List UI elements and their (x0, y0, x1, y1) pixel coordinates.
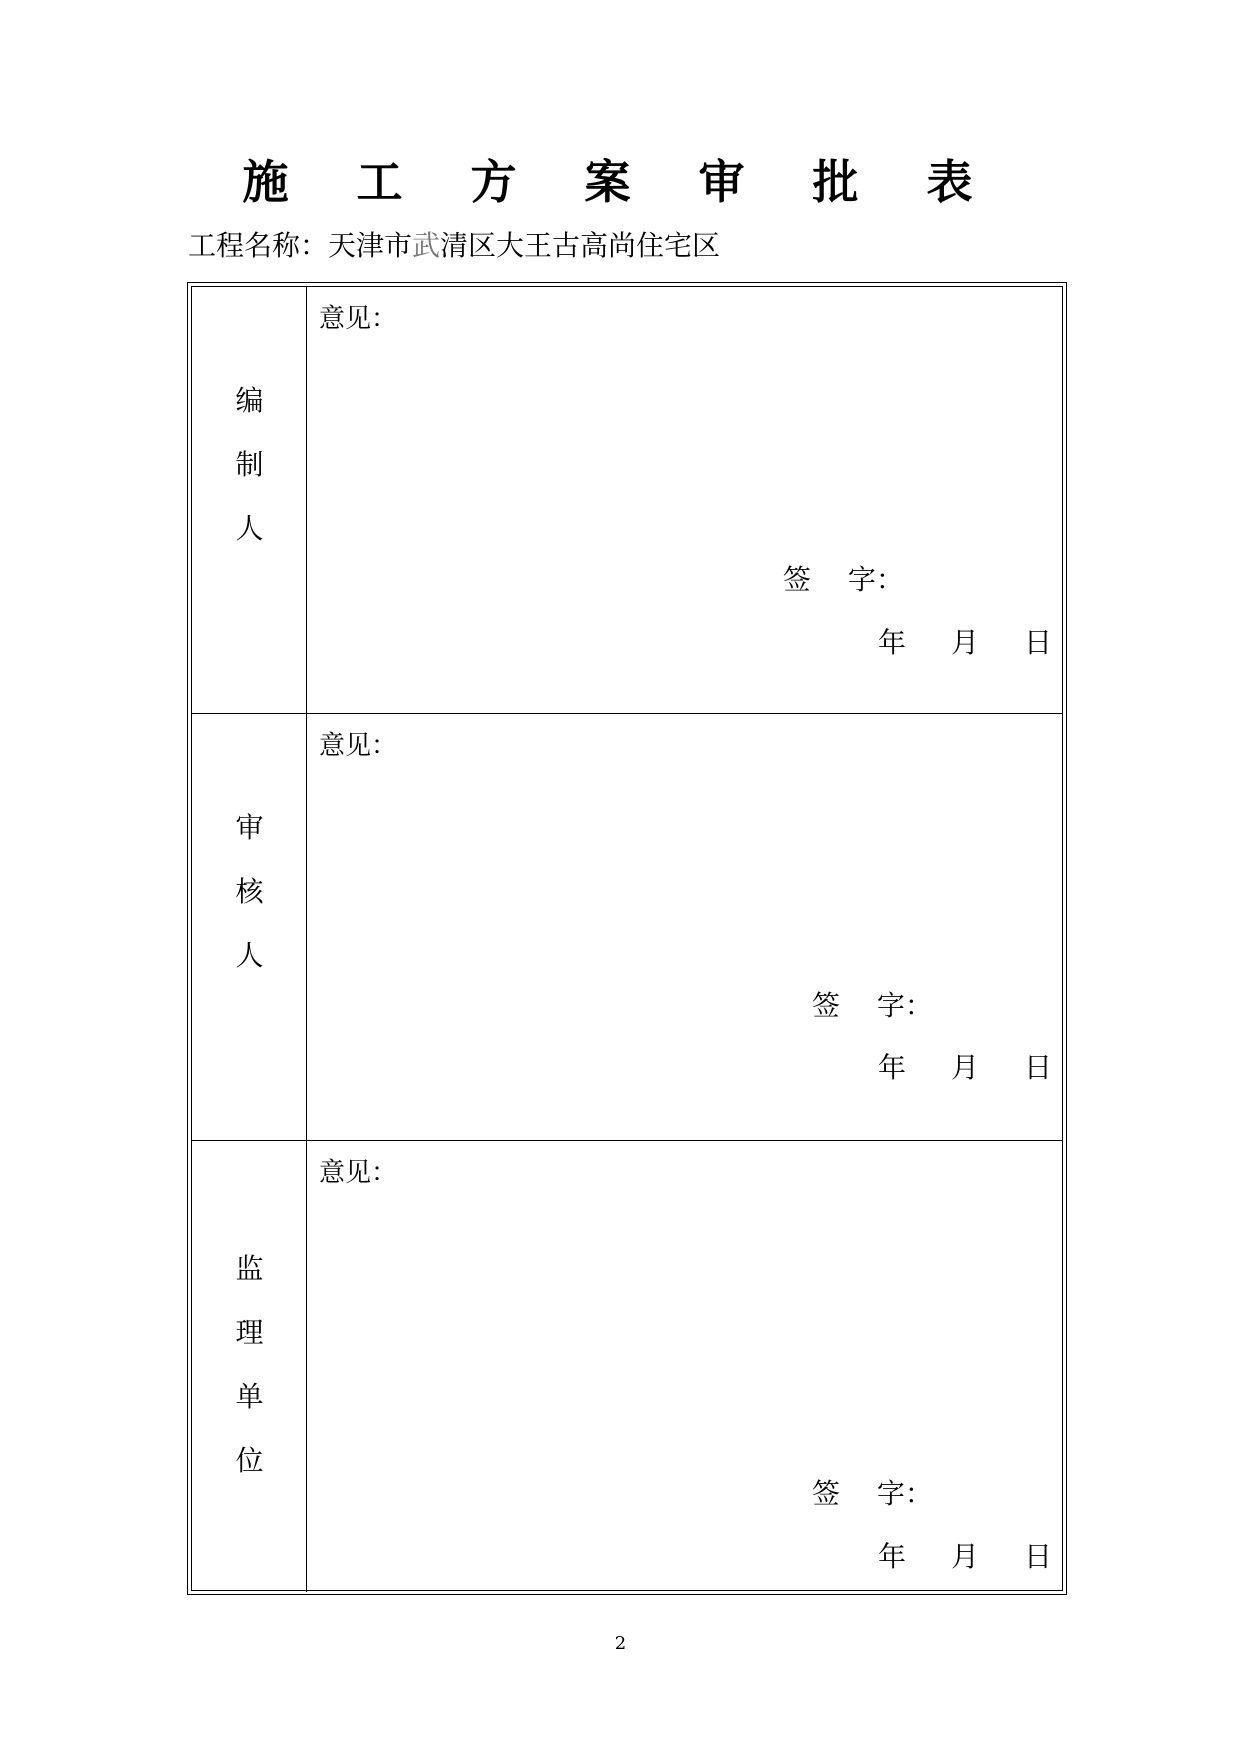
opinion-cell[interactable] (307, 1141, 1062, 1592)
date-day-label: 日 (1023, 1540, 1052, 1573)
date-day-label: 日 (1023, 1051, 1052, 1084)
section-label-vertical (192, 796, 307, 988)
project-name-highlight: 武 (412, 229, 441, 262)
page-number: 2 (614, 1633, 627, 1654)
project-name-line (188, 226, 720, 266)
signature-label: 签 字： (812, 989, 933, 1022)
section-label-char: 理 (235, 1316, 264, 1349)
section-label-char: 位 (235, 1444, 264, 1477)
section-label-char: 人 (235, 512, 264, 545)
date-year-label: 年 (877, 1540, 906, 1573)
signature-label: 签 字： (783, 563, 904, 596)
section-supervisor (192, 1141, 1062, 1592)
date-year-label: 年 (877, 626, 906, 659)
section-label-char: 制 (235, 448, 264, 481)
date-year-label: 年 (877, 1051, 906, 1084)
section-label-char: 人 (235, 939, 264, 972)
form-title: 施 工 方 案 审 批 表 (242, 155, 999, 209)
section-label-char: 核 (235, 875, 264, 908)
section-label-vertical (192, 1237, 307, 1493)
approval-form-inner-border (191, 286, 1063, 1591)
opinion-cell[interactable] (307, 714, 1062, 1140)
date-line (878, 625, 1052, 661)
section-label-char: 编 (235, 384, 264, 417)
section-label-vertical (192, 369, 307, 561)
opinion-cell[interactable] (307, 287, 1062, 713)
section-compiler (192, 287, 1062, 714)
section-reviewer (192, 714, 1062, 1141)
section-label-char: 审 (235, 811, 264, 844)
section-label-char: 监 (235, 1252, 264, 1285)
date-month-label: 月 (950, 626, 979, 659)
approval-form-table (187, 282, 1067, 1595)
project-name-part-1: 天津市 (328, 229, 413, 262)
date-month-label: 月 (950, 1051, 979, 1084)
date-day-label: 日 (1023, 626, 1052, 659)
project-name-part-2: 清区大王古高尚住宅区 (440, 229, 721, 262)
opinion-label: 意见： (319, 731, 398, 761)
opinion-label: 意见： (319, 304, 398, 334)
date-line (878, 1050, 1052, 1086)
project-name-label: 工程名称： (188, 229, 329, 262)
section-label-cell (192, 714, 307, 1140)
section-label-cell (192, 1141, 307, 1592)
section-label-cell (192, 287, 307, 713)
date-month-label: 月 (950, 1540, 979, 1573)
signature-label: 签 字： (812, 1477, 933, 1510)
opinion-label: 意见： (319, 1158, 398, 1188)
section-label-char: 单 (235, 1380, 264, 1413)
date-line (878, 1539, 1052, 1575)
